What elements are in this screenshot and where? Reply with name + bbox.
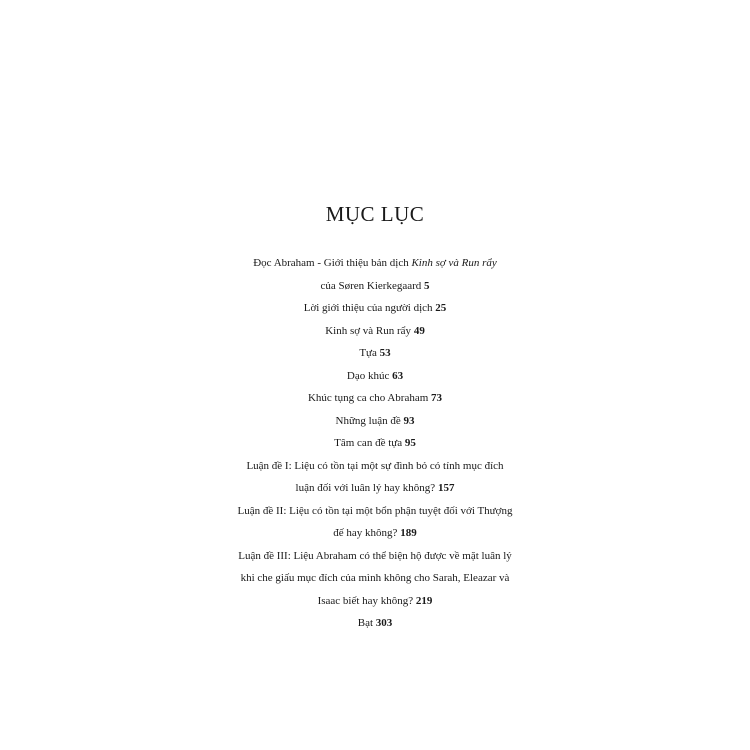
toc-page-number: 73 [431,392,443,404]
toc-entry-text: khi che giấu mục đích của mình không cho Sarah, Eleazar và [240,572,510,584]
toc-page-number: 25 [435,302,447,314]
toc-page-number: 303 [375,617,393,629]
toc-entry-line [0,365,750,388]
toc-entry-text: Những luận đề [335,414,404,427]
toc-entry-line [0,410,750,433]
toc-page-number: 63 [392,369,404,382]
toc-entry-line [0,500,750,523]
toc-page-number: 49 [413,324,425,337]
toc-entry-line [0,455,750,478]
toc-entry-line [0,387,750,410]
toc-entry-line [0,275,750,298]
toc-page-number: 219 [415,594,433,607]
toc-entry-text: Lời giới thiệu của người dịch [303,302,436,314]
toc-entry-text: Tâm can đề tựa [334,437,405,449]
toc-entry-line [0,477,750,500]
toc-entry-line [0,432,750,455]
toc-page-number: 189 [400,527,417,539]
toc-entry-text: Đọc Abraham - Giới thiệu bản dịch [253,257,412,269]
toc-entry-line [0,320,750,343]
toc-entry-text: Isaac biết hay không? [317,594,416,607]
toc-entry-line [0,545,750,568]
toc-entry-text: Tựa [359,347,380,359]
toc-entry-line [0,567,750,590]
table-of-contents [0,252,750,635]
toc-entry-line [0,522,750,545]
toc-entry-text: của Søren Kierkegaard [320,279,425,292]
toc-entry-line [0,590,750,613]
toc-entry-line [0,252,750,275]
toc-entry-line [0,612,750,635]
toc-page-number: 157 [437,482,455,494]
toc-entry-text: Luận đề I: Liệu có tồn tại một sự đình bỏ có tính mục đích [246,459,504,472]
toc-entry-text: Luận đề II: Liệu có tồn tại một bổn phận tuyệt đối với Thượng [237,504,513,517]
toc-page-number: 93 [403,414,415,427]
toc-entry-text: luận đối với luân lý hay không? [295,482,438,494]
toc-entry-text: Khúc tụng ca cho Abraham [307,392,432,404]
page-title: MỤC LỤC [325,202,425,226]
toc-entry-text: đế hay không? [333,527,401,539]
toc-page-number: 53 [379,347,391,359]
toc-entry-line [0,297,750,320]
toc-entry-text: Luận đề III: Liệu Abraham có thể biện hộ được về mặt luân lý [238,549,512,562]
toc-entry-text: Kinh sợ và Run rẩy [325,324,414,337]
toc-entry-text: Bạt [357,617,376,629]
toc-entry-italic-title: Kinh sợ và Run rẩy [411,257,497,269]
toc-page-number: 95 [404,437,416,449]
toc-entry-text: Dạo khúc [346,369,393,382]
toc-entry-line [0,342,750,365]
toc-page-number: 5 [424,279,430,292]
